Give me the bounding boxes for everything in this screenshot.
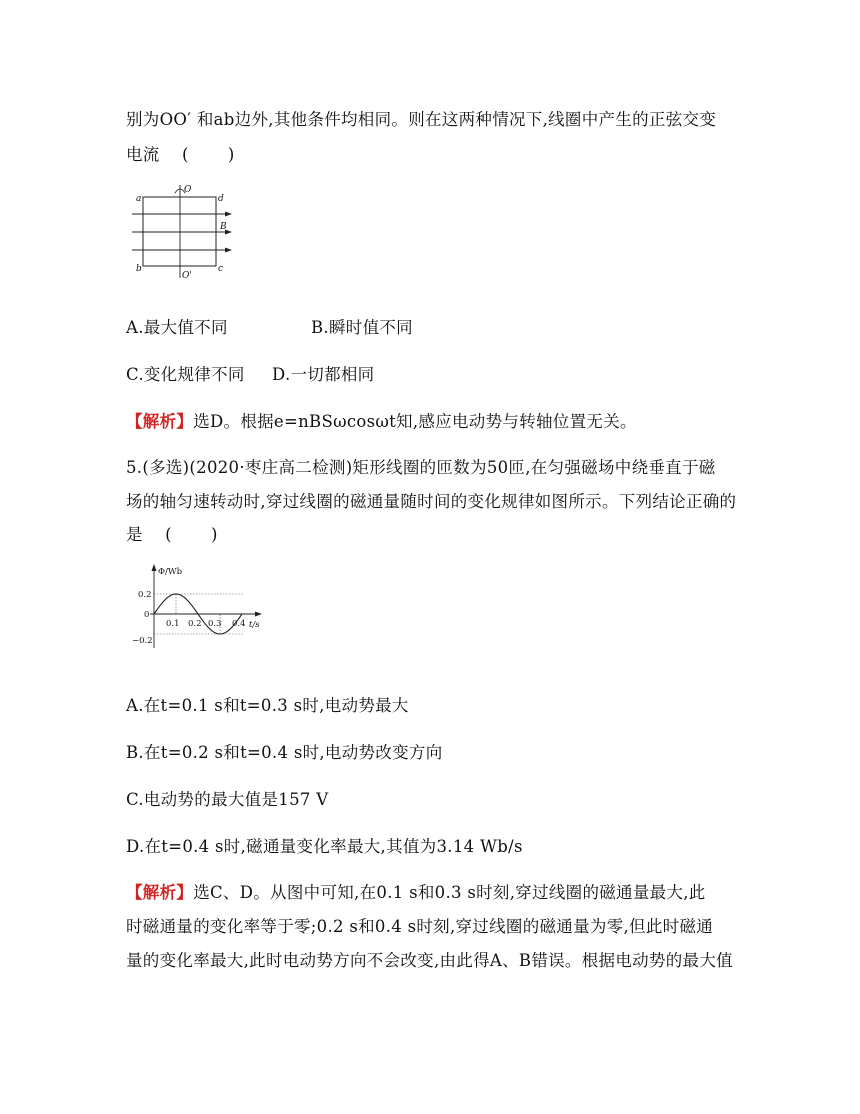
- analysis-tag: 【解析】: [126, 883, 194, 902]
- q5-analysis-line-2: 时磁通量的变化率等于零;0.2 s和0.4 s时刻,穿过线圈的磁通量为零,但此时磁通: [126, 917, 714, 936]
- q4-text-line-2: 电流 ( ): [126, 145, 235, 164]
- flux-time-chart: [128, 562, 278, 652]
- x-tick-0.2: 0.2: [188, 619, 202, 629]
- q5-text-line-3: 是 ( ): [126, 525, 218, 544]
- x-tick-0.4: 0.4: [232, 619, 246, 629]
- y-axis-arrow-icon: [152, 564, 157, 571]
- field-arrow-1-icon: [225, 212, 232, 217]
- coil-field-figure: [128, 183, 248, 283]
- label-b: b: [136, 264, 142, 274]
- x-tick-0.3: 0.3: [208, 619, 222, 629]
- q4-option-b: B.瞬时值不同: [311, 318, 413, 337]
- analysis-text: 选D。根据e=nBSωcosωt知,感应电动势与转轴位置无关。: [193, 412, 637, 431]
- label-d: d: [218, 194, 224, 204]
- q5-option-a: A.在t=0.1 s和t=0.3 s时,电动势最大: [126, 696, 409, 715]
- q5-text-line-1: 5.(多选)(2020·枣庄高二检测)矩形线圈的匝数为50匝,在匀强磁场中绕垂直于磁: [126, 458, 716, 477]
- label-c: c: [218, 264, 224, 274]
- coil-rectangle: [143, 197, 216, 266]
- q4-option-d: D.一切都相同: [272, 365, 375, 384]
- q4-text-line-1: 别为OO′ 和ab边外,其他条件均相同。则在这两种情况下,线圈中产生的正弦交变: [126, 110, 717, 129]
- y-tick-neg0.2: −0.2: [132, 636, 153, 646]
- label-b-field: B: [220, 222, 227, 232]
- q4-option-c: C.变化规律不同: [126, 365, 245, 384]
- q5-analysis-line-1: [126, 879, 706, 903]
- label-o-bottom: O': [182, 271, 192, 281]
- x-tick-0.1: 0.1: [166, 619, 180, 629]
- x-axis-label: t/s: [249, 620, 260, 630]
- q5-option-c: C.电动势的最大值是157 V: [126, 790, 329, 809]
- field-arrow-3-icon: [225, 248, 232, 253]
- q5-text-line-2: 场的轴匀速转动时,穿过线圈的磁通量随时间的变化规律如图所示。下列结论正确的: [126, 492, 737, 511]
- label-a: a: [136, 194, 142, 204]
- y-tick-0.2: 0.2: [138, 590, 152, 600]
- x-axis-arrow-icon: [255, 612, 262, 617]
- analysis-text: 选C、D。从图中可知,在0.1 s和0.3 s时刻,穿过线圈的磁通量最大,此: [193, 883, 706, 902]
- y-tick-0: 0: [144, 610, 150, 620]
- label-o-top: O: [184, 185, 192, 195]
- q4-option-a: A.最大值不同: [126, 318, 228, 337]
- y-axis-label: Φ/Wb: [158, 567, 183, 577]
- analysis-tag: 【解析】: [126, 412, 194, 431]
- q5-option-b: B.在t=0.2 s和t=0.4 s时,电动势改变方向: [126, 743, 443, 762]
- q5-analysis-line-3: 量的变化率最大,此时电动势方向不会改变,由此得A、B错误。根据电动势的最大值: [126, 951, 733, 970]
- q5-option-d: D.在t=0.4 s时,磁通量变化率最大,其值为3.14 Wb/s: [126, 837, 523, 856]
- q4-analysis: [126, 408, 637, 432]
